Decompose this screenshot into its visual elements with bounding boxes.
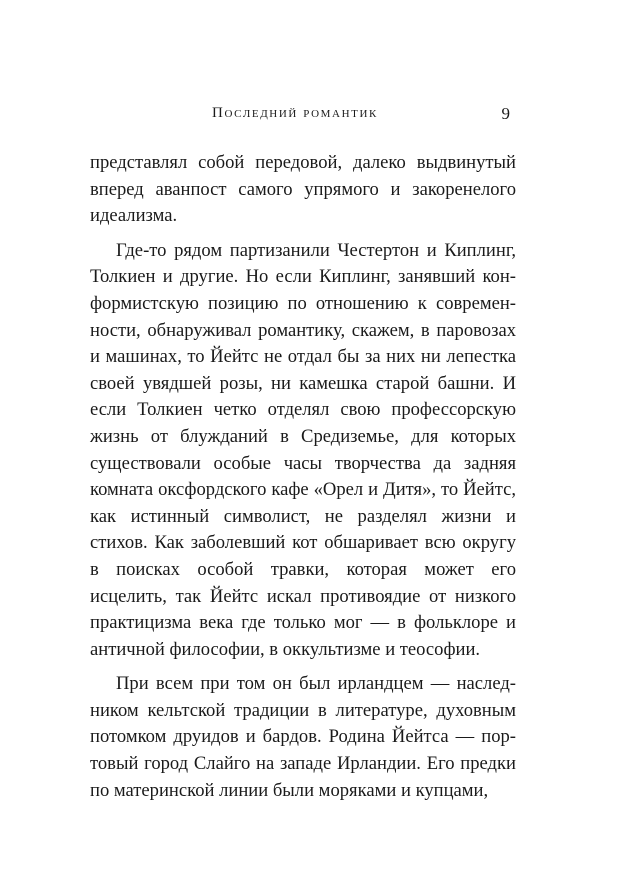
- page-number: 9: [501, 104, 510, 123]
- paragraph: При всем при том он был ирландцем — наследником кельтской традиции в литературе, духовным потомком друидов и бардов. Родина Йейтса — портовый город Слайго на западе Ирландии. Его предки по материнской линии были моряками и купцами,: [90, 673, 516, 801]
- paragraph: Где-то рядом партизанили Честертон и Киплинг, Толкиен и другие. Но если Киплинг, занявший конформистскую позицию по отношению к современности, обнаруживал романтику, скажем, в паровозах и машинах, то Йейтс не отдал бы за них ни лепестка своей увядшей розы, ни камешка старой башни. И если Толкиен четко отделял свою профессорскую жизнь от блужданий в Средиземье, для которых существовали особые часы творчества да задняя комната оксфордского кафе «Орел и Дитя», то Йейтс, как истинный символист, не разделял жизни и стихов. Как заболевший кот обшаривает всю округу в поисках особой травки, которая может его исцелить, так Йейтс искал противоядие от низкого практицизма века где только мог — в фольклоре и античной философии, в оккультизме и теософии.: [90, 239, 516, 660]
- running-title: Последний романтик: [212, 105, 378, 121]
- running-head: [0, 102, 620, 126]
- body-text: [90, 150, 516, 812]
- paragraph-continuation: представлял собой передовой, далеко выдвинутый вперед аванпост самого упрямого и закоренелого идеализма.: [90, 152, 516, 227]
